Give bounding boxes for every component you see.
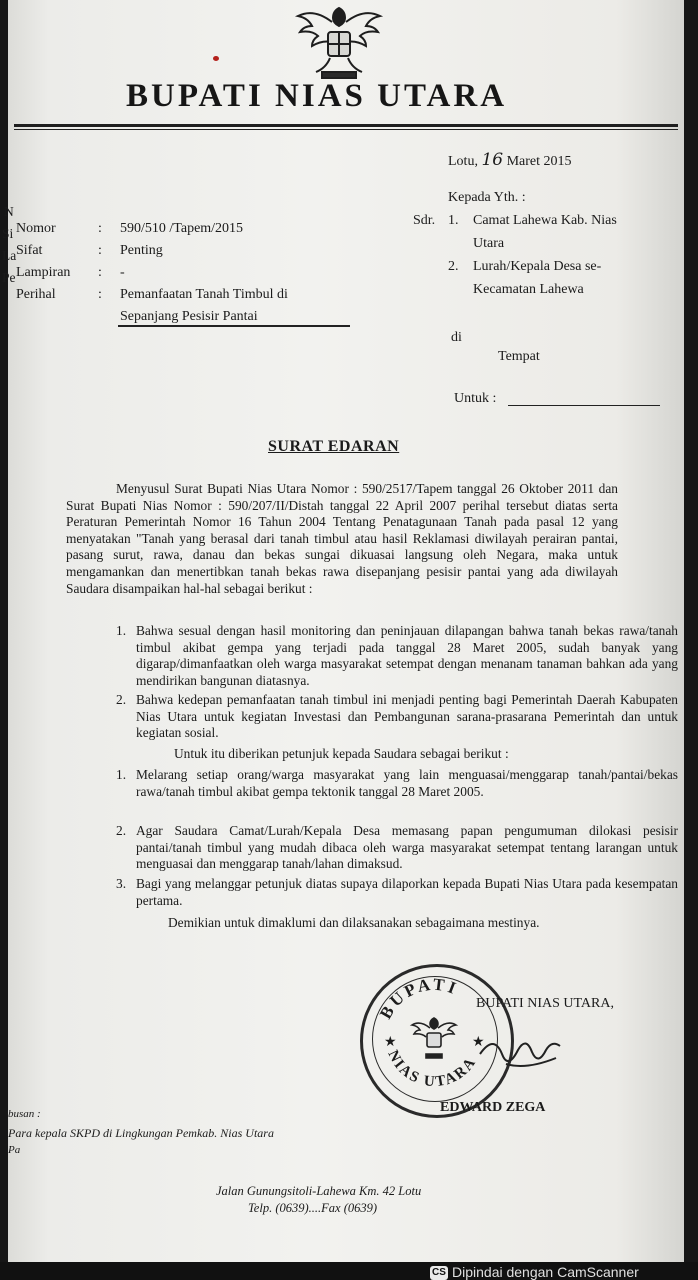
sifat-value: Penting (120, 243, 163, 258)
margin-fragment: Si (2, 226, 14, 241)
sifat-label: Sifat (16, 243, 43, 258)
closing-text: Demikian untuk dimaklumi dan dilaksanakan sebagaimana mestinya. (168, 915, 540, 930)
perihal-value: Pemanfaatan Tanah Timbul di (120, 287, 288, 302)
recipient-kepada: Kepada Yth. : (448, 190, 526, 205)
margin-fragment: Pe (2, 270, 16, 285)
letter-page (2, 0, 684, 1262)
tembusan-label: busan : (8, 1108, 41, 1120)
margin-fragment: N (4, 204, 14, 219)
red-mark (213, 56, 219, 61)
perihal-label: Perihal (16, 287, 56, 302)
stamp-bottom-text: NIAS UTARA (384, 1047, 480, 1091)
list-item-num: 3. (116, 876, 127, 891)
letterhead-rule-thin (14, 129, 678, 130)
list-item-text: Agar Saudara Camat/Lurah/Kepala Desa memasang papan pengumuman dilokasi pesisir pantai/tanah timbul yang mudah dibaca oleh warga masyarakat setempat tentang larangan untuk menguasai dan menggarap tanah/lahan dimaksud. (136, 823, 678, 872)
list-item-num: 1. (116, 767, 127, 782)
signature-title: BUPATI NIAS UTARA, (476, 996, 614, 1011)
stamp-top-text: BUPATI (375, 976, 462, 1023)
list-item-text: Melarang setiap orang/warga masyarakat yang lain menguasai/menggarap tanah/pantai/bekas rawa/tanah timbul akibat gempa tektonik tanggal 28 Maret 2005. (136, 767, 678, 799)
svg-text:BUPATI (376, 976, 461, 1022)
lampiran-value: - (120, 265, 125, 280)
handwritten-signature (476, 1024, 566, 1084)
perihal-value: Sepanjang Pesisir Pantai (120, 309, 258, 324)
colon: : (98, 243, 102, 258)
recipient-untuk: Untuk : (454, 391, 497, 406)
svg-text:★: ★ (384, 1035, 397, 1050)
letterhead-rule (14, 124, 678, 127)
footer-address-line1: Jalan Gunungsitoli-Lahewa Km. 42 Lotu (216, 1184, 422, 1198)
tembusan-item: Para kepala SKPD di Lingkungan Pemkab. Nias Utara (8, 1126, 274, 1140)
list-item-text: Bagi yang melanggar petunjuk diatas supaya dilaporkan kepada Bupati Nias Utara pada kesempatan pertama. (136, 876, 678, 908)
list-item-num: 2. (116, 823, 127, 838)
recipient-sdr: Sdr. (413, 213, 436, 228)
footer-address-line2: Telp. (0639)....Fax (0639) (248, 1201, 378, 1215)
camscanner-text: Dipindai dengan CamScanner (452, 1264, 639, 1280)
petunjuk-text: Untuk itu diberikan petunjuk kepada Saudara sebagai berikut : (174, 746, 509, 761)
recipient-item: Camat Lahewa Kab. Nias (473, 213, 617, 228)
nomor-label: Nomor (16, 221, 56, 236)
recipient-tempat: Tempat (498, 349, 540, 364)
intro-paragraph: Menyusul Surat Bupati Nias Utara Nomor : 590/2517/Tapem tanggal 26 Oktober 2011 dan Surat Bupati Nias Nomor : 590/207/II/Distah tanggal 22 April 2007 perihal tersebut diatas serta Peraturan Pemerintah Nomor 16 Tahun 2004 Tentang Penatagunaan Tanah pada pasal 12 yang menyatakan "Tanah yang berasal dari tanah timbul atau hasil Reklamasi diwilayah perairan pantai, pasang surut, rawa, danau dan bekas sungai dikuasai langsung oleh Negara, maka untuk mengamankan dan menertibkan tanah bekas rawa disepanjang pesisir pantai yang ada diwilayah Saudara disampaikan hal-hal sebagai berikut : (66, 481, 618, 596)
list-item-text: Bahwa sesual dengan hasil monitoring dan peninjauan dilapangan bahwa tanah bekas rawa/tanah timbul akibat gempa yang terjadi pada tanggal 28 Maret 2005, sudah banyak yang digarap/dimanfaatkan oleh warga masyarakat setempat dengan menanam tanaman bahkan ada yang mendirikan bangunan diatasnya. (136, 623, 678, 688)
place-date: Lotu, 16 Maret 2015 (448, 150, 572, 170)
recipient-item: Kecamatan Lahewa (473, 282, 584, 297)
perihal-underline (118, 325, 350, 327)
list-item-num: 2. (116, 692, 127, 707)
colon: : (98, 221, 102, 236)
untuk-line (508, 405, 660, 406)
camscanner-icon: CS (430, 1266, 448, 1280)
list-item-num: 1. (116, 623, 127, 638)
signatory-name: EDWARD ZEGA (440, 1100, 546, 1115)
colon: : (98, 287, 102, 302)
recipient-num: 2. (448, 259, 459, 274)
list-item-text: Bahwa kedepan pemanfaatan tanah timbul ini menjadi penting bagi Pemerintah Daerah Kabupaten Nias Utara untuk kegiatan Investasi dan Pembangunan sarana-prasarana Pemerintah dan untuk kegiatan sosial. (136, 692, 678, 741)
colon: : (98, 265, 102, 280)
garuda-emblem-icon (294, 2, 384, 82)
margin-fragment: La (2, 248, 17, 263)
recipient-item: Lurah/Kepala Desa se- (473, 259, 602, 274)
svg-text:★: ★ (472, 1035, 485, 1050)
recipient-num: 1. (448, 213, 459, 228)
letter-heading: SURAT EDARAN (268, 438, 400, 455)
lampiran-label: Lampiran (16, 265, 71, 280)
letterhead-title: BUPATI NIAS UTARA (126, 78, 508, 114)
nomor-value: 590/510 /Tapem/2015 (120, 221, 244, 236)
tembusan-fragment: Pa (8, 1144, 21, 1156)
recipient-di: di (451, 330, 462, 345)
recipient-item: Utara (473, 236, 505, 251)
